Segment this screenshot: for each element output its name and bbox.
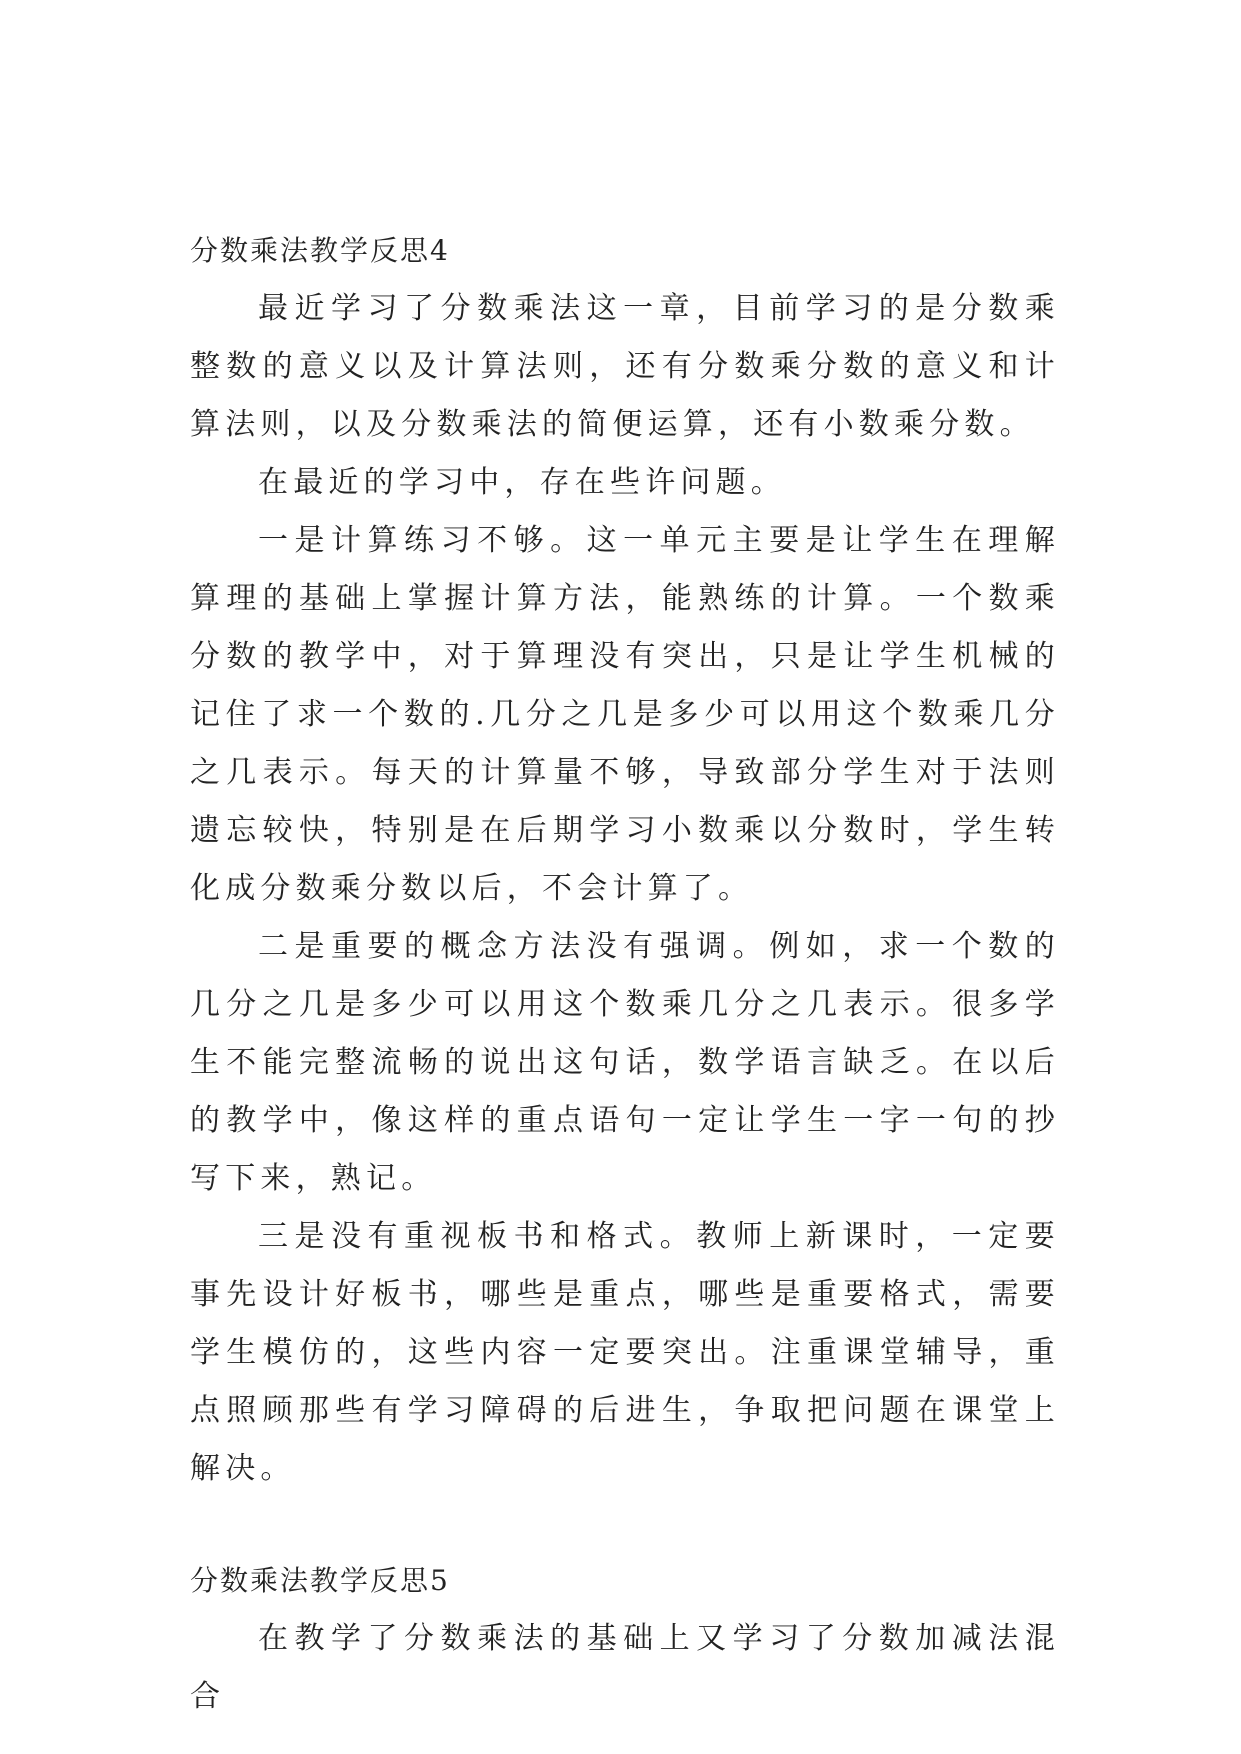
section-title: 分数乘法教学反思4 (190, 234, 450, 267)
paragraph: 三是没有重视板书和格式。教师上新课时，一定要事先设计好板书，哪些是重点，哪些是重要格式，需要学生模仿的，这些内容一定要突出。注重课堂辅导，重点照顾那些有学习障碍的后进生，争取把问题在课堂上解决。 (190, 1219, 1060, 1486)
paragraph: 一是计算练习不够。这一单元主要是让学生在理解算理的基础上掌握计算方法，能熟练的计算。一个数乘分数的教学中，对于算理没有突出，只是让学生机械的记住了求一个数的.几分之几是多少可以用这个数乘几分之几表示。每天的计算量不够，导致部分学生对于法则遗忘较快，特别是在后期学习小数乘以分数时，学生转化成分数乘分数以后，不会计算了。 (190, 523, 1060, 906)
section-title: 分数乘法教学反思5 (190, 1564, 450, 1597)
paragraph: 在教学了分数乘法的基础上又学习了分数加减法混合 (190, 1621, 1060, 1714)
paragraph: 最近学习了分数乘法这一章，目前学习的是分数乘整数的意义以及计算法则，还有分数乘分数的意义和计算法则，以及分数乘法的简便运算，还有小数乘分数。 (190, 291, 1060, 442)
document-page (190, 222, 1060, 1726)
paragraph: 二是重要的概念方法没有强调。例如，求一个数的几分之几是多少可以用这个数乘几分之几表示。很多学生不能完整流畅的说出这句话，数学语言缺乏。在以后的教学中，像这样的重点语句一定让学生一字一句的抄写下来，熟记。 (190, 929, 1060, 1196)
paragraph: 在最近的学习中，存在些许问题。 (258, 465, 786, 500)
